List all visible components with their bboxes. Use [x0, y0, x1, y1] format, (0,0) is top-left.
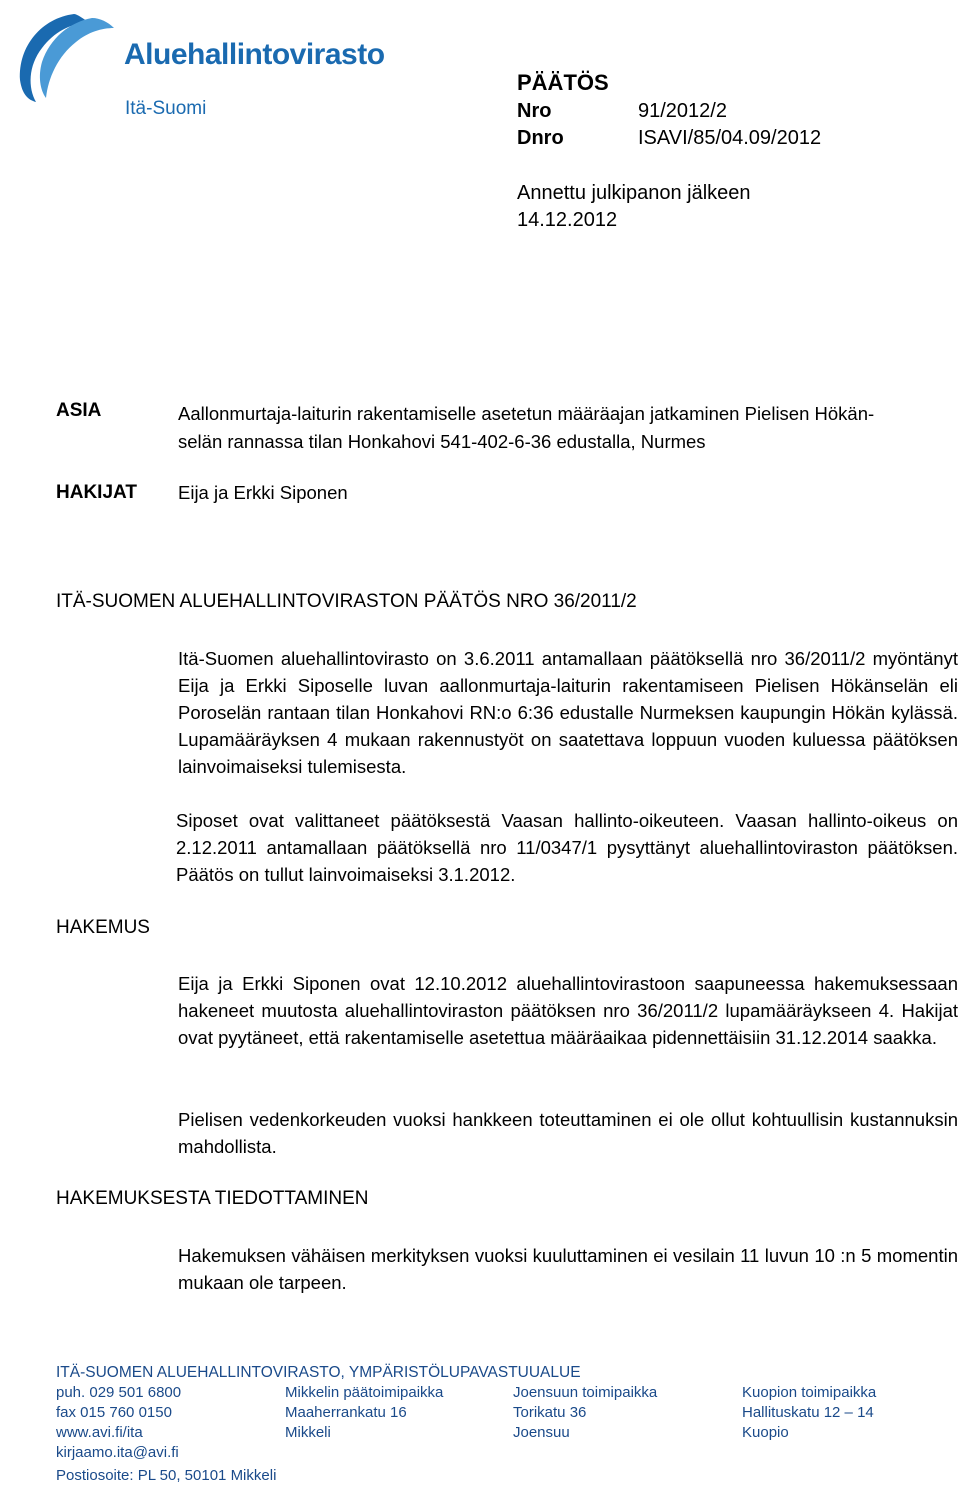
logo-wordmark: Aluehallintovirasto	[124, 38, 385, 71]
given-line-1: Annettu julkipanon jälkeen	[517, 182, 751, 204]
footer-postal: Postiosoite: PL 50, 50101 Mikkeli	[56, 1467, 277, 1484]
asia-text	[178, 400, 958, 456]
footer-col-2	[285, 1383, 443, 1443]
footer-fax: fax 015 760 0150	[56, 1404, 172, 1421]
asia-label: ASIA	[56, 400, 102, 421]
footer-office-name: Joensuun toimipaikka	[513, 1384, 658, 1401]
footer-office-city: Mikkeli	[285, 1424, 331, 1441]
asia-line-2: selän rannassa tilan Honkahovi 541-402-6-36 edustalla, Nurmes	[178, 431, 706, 452]
dnro-value: ISAVI/85/04.09/2012	[638, 127, 822, 149]
dnro-label: Dnro	[517, 127, 564, 149]
decision-paragraph-1: Itä-Suomen aluehallintovirasto on 3.6.2011 antamallaan päätöksellä nro 36/2011/2 myöntänyt Eija ja Erkki Siposelle luvan aallonmurtaja-laiturin rakentamiseen Pielisen Hökänselän eli Poroselän rantaan tilan Honkahovi RN:o 6:36 edustalle Nurmeksen kaupungin Hökän kylässä. Lupamääräyksen 4 mukaan rakennustyöt on saatettava loppuun vuoden kuluessa päätöksen lainvoimaiseksi tulemisesta.	[178, 648, 958, 777]
hakijat-label: HAKIJAT	[56, 482, 137, 503]
nro-label: Nro	[517, 100, 552, 122]
hakemus-paragraph-1: Eija ja Erkki Siponen ovat 12.10.2012 aluehallintovirastoon saapuneessa hakemuksessaan hakeneet muutosta aluehallintoviraston päätöksen nro 36/2011/2 lupamääräykseen 4. Hakijat ovat pyytäneet, että rakentamiselle asetettua määräaikaa pidennettäisiin 31.12.2014 saakka.	[178, 973, 958, 1048]
footer-office-name: Kuopion toimipaikka	[742, 1384, 877, 1401]
footer-email-link[interactable]: kirjaamo.ita@avi.fi	[56, 1444, 179, 1461]
hakijat-value: Eija ja Erkki Siponen	[178, 482, 348, 503]
given-line-2: 14.12.2012	[517, 209, 618, 231]
document-type: PÄÄTÖS	[517, 70, 609, 95]
footer-col-4	[742, 1383, 876, 1443]
footer-office-street: Maaherrankatu 16	[285, 1404, 407, 1421]
hakemus-label: HAKEMUS	[56, 917, 150, 938]
footer-website-link[interactable]: www.avi.fi/ita	[56, 1424, 143, 1441]
tiedottaminen-label: HAKEMUKSESTA TIEDOTTAMINEN	[56, 1188, 369, 1209]
footer-col-3	[513, 1383, 657, 1443]
tiedottaminen-paragraph: Hakemuksen vähäisen merkityksen vuoksi kuuluttaminen ei vesilain 11 luvun 10 :n 5 momentin mukaan ole tarpeen.	[178, 1245, 958, 1293]
footer-office-street: Torikatu 36	[513, 1404, 587, 1421]
footer-phone: puh. 029 501 6800	[56, 1384, 182, 1401]
decision-heading: ITÄ-SUOMEN ALUEHALLINTOVIRASTON PÄÄTÖS NRO 36/2011/2	[56, 591, 637, 612]
hakemus-paragraph-2: Pielisen vedenkorkeuden vuoksi hankkeen toteuttaminen ei ole ollut kohtuullisin kustannuksin mahdollista.	[178, 1109, 958, 1157]
footer-office-city: Joensuu	[513, 1424, 570, 1441]
footer-office-street: Hallituskatu 12 – 14	[742, 1404, 874, 1421]
decision-paragraph-2: Siposet ovat valittaneet päätöksestä Vaasan hallinto-oikeuteen. Vaasan hallinto-oikeus on 2.12.2011 antamallaan päätöksellä nro 11/0347/1 pysyttänyt aluehallintoviraston päätöksen. Päätös on tullut lainvoimaiseksi 3.1.2012.	[176, 810, 958, 885]
logo-swoosh-icon	[14, 8, 124, 103]
footer-office-name: Mikkelin päätoimipaikka	[285, 1384, 444, 1401]
nro-value: 91/2012/2	[638, 100, 727, 122]
footer-office-city: Kuopio	[742, 1424, 789, 1441]
footer-org: ITÄ-SUOMEN ALUEHALLINTOVIRASTO, YMPÄRISTÖLUPAVASTUUALUE	[56, 1364, 581, 1381]
footer-col-1	[56, 1383, 181, 1463]
asia-line-1: Aallonmurtaja-laiturin rakentamiselle asetetun määräajan jatkaminen Pielisen Hökän-	[178, 403, 875, 424]
region-label: Itä-Suomi	[125, 98, 207, 119]
